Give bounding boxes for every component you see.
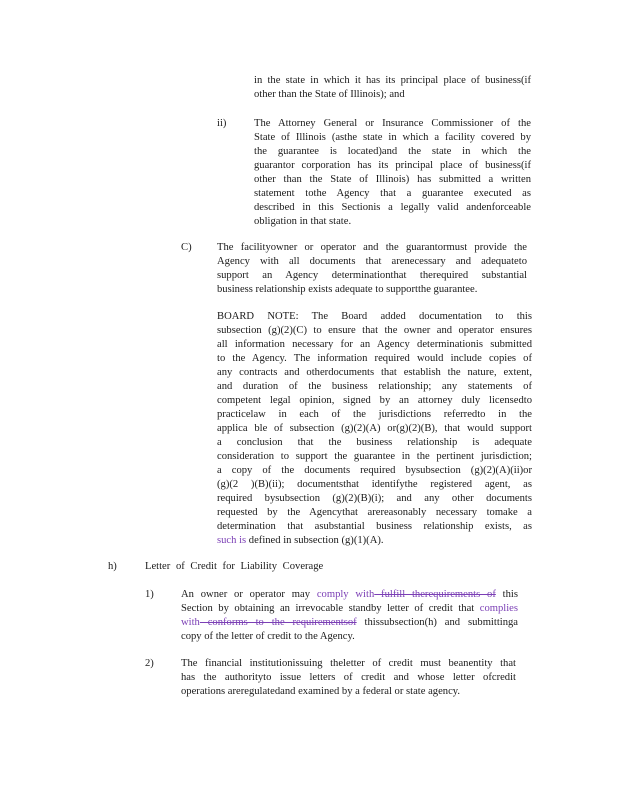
text-line: support an Agency determinationthat therequired substantial bbox=[217, 270, 527, 281]
text-line: other than the State of Illinois) has submitted a written bbox=[254, 174, 531, 185]
section-title-h: Letter of Credit for Liability Coverage bbox=[145, 561, 324, 572]
text-line bbox=[181, 588, 518, 602]
text-line bbox=[181, 616, 518, 630]
text-line: operations areregulatedand examined by a federal or state agency. bbox=[181, 686, 461, 697]
inserted-text: such is bbox=[217, 535, 247, 546]
inserted-text: complies bbox=[479, 603, 518, 614]
text-line: obligation in that state. bbox=[254, 216, 352, 227]
inserted-text: comply with bbox=[316, 589, 375, 600]
deleted-text: fulfill therequirements of bbox=[374, 589, 496, 600]
text-line: and duration of the business relationship; any statements of bbox=[217, 381, 532, 392]
inserted-text: with bbox=[181, 617, 200, 628]
text-line: competent legal opinion, signed by an attorney duly licensedto bbox=[217, 395, 532, 406]
text-line: any contracts and otherdocuments that establish the nature, extent, bbox=[217, 367, 532, 378]
text-line: required bysubsection (g)(2)(B)(i); and any other documents bbox=[217, 493, 532, 504]
text-line: all information necessary for an Agency determinationis submitted bbox=[217, 339, 532, 350]
item-label-ii: ii) bbox=[217, 118, 227, 129]
section-label-h: h) bbox=[108, 561, 117, 572]
text-line: in the state in which it has its principal place of business(if bbox=[254, 75, 531, 86]
text-line: business relationship exists adequate to supportthe guarantee. bbox=[217, 284, 478, 295]
text-line: a conclusion that the business relationship is adequate bbox=[217, 437, 532, 448]
text-line bbox=[217, 534, 532, 548]
item-label-h2: 2) bbox=[145, 658, 154, 669]
text-line: subsection (g)(2)(C) to ensure that the owner and operator ensures bbox=[217, 325, 532, 336]
text-line: State of Illinois (asthe state in which a facility covered by bbox=[254, 132, 531, 143]
item-label-h1: 1) bbox=[145, 589, 154, 600]
text-line: described in this Sectionis a legally valid andenforceable bbox=[254, 202, 531, 213]
text-run: defined in subsection (g)(1)(A). bbox=[246, 535, 384, 546]
deleted-text: conforms to the requirementsof bbox=[199, 617, 357, 628]
text-line: (g)(2 )(B)(ii); documentsthat identifythe registered agent, as bbox=[217, 479, 532, 490]
text-line: other than the State of Illinois); and bbox=[254, 89, 405, 100]
text-line: requested by the Agencythat arereasonably necessary tomake a bbox=[217, 507, 532, 518]
item-label-c: C) bbox=[181, 242, 192, 253]
text-line: statement tothe Agency that a guarantee executed as bbox=[254, 188, 531, 199]
text-run: Section by obtaining an irrevocable standby letter of credit that bbox=[181, 603, 480, 614]
text-line: consideration to support the guarantee in the pertinent jurisdiction; bbox=[217, 451, 532, 462]
paragraph-h2 bbox=[181, 657, 516, 699]
text-line: The Attorney General or Insurance Commissioner of the bbox=[254, 118, 531, 129]
text-line: has the authorityto issue letters of credit and whose letter ofcredit bbox=[181, 672, 516, 683]
text-run: An owner or operator may bbox=[181, 589, 317, 600]
text-line: to the Agency. The information required would include copies of bbox=[217, 353, 532, 364]
paragraph-h1 bbox=[181, 588, 518, 644]
board-note bbox=[217, 310, 532, 548]
text-line: copy of the letter of credit to the Agency. bbox=[181, 631, 355, 642]
text-line: The facilityowner or operator and the guarantormust provide the bbox=[217, 242, 527, 253]
text-run: this bbox=[495, 589, 518, 600]
text-run: thissubsection(h) and submittinga bbox=[356, 617, 518, 628]
text-line: The financial institutionissuing theletter of credit must beanentity that bbox=[181, 658, 516, 669]
text-line: BOARD NOTE: The Board added documentation to this bbox=[217, 311, 532, 322]
text-line: applica ble of subsection (g)(2)(A) or(g)(2)(B), that would support bbox=[217, 423, 532, 434]
text-line: Agency with all documents that arenecessary and adequateto bbox=[217, 256, 527, 267]
text-line bbox=[181, 602, 518, 616]
continuation-paragraph bbox=[254, 74, 531, 102]
paragraph-ii bbox=[254, 117, 531, 229]
text-line: practicelaw in each of the jurisdictions referredto in the bbox=[217, 409, 532, 420]
text-line: the guarantee is located)and the state in which the bbox=[254, 146, 531, 157]
text-line: a copy of the documents required bysubsection (g)(2)(A)(ii)or bbox=[217, 465, 532, 476]
text-line: guarantor corporation has its principal place of business(if bbox=[254, 160, 531, 171]
text-line: determination that asubstantial business relationship exists, as bbox=[217, 521, 532, 532]
paragraph-c bbox=[217, 241, 527, 297]
